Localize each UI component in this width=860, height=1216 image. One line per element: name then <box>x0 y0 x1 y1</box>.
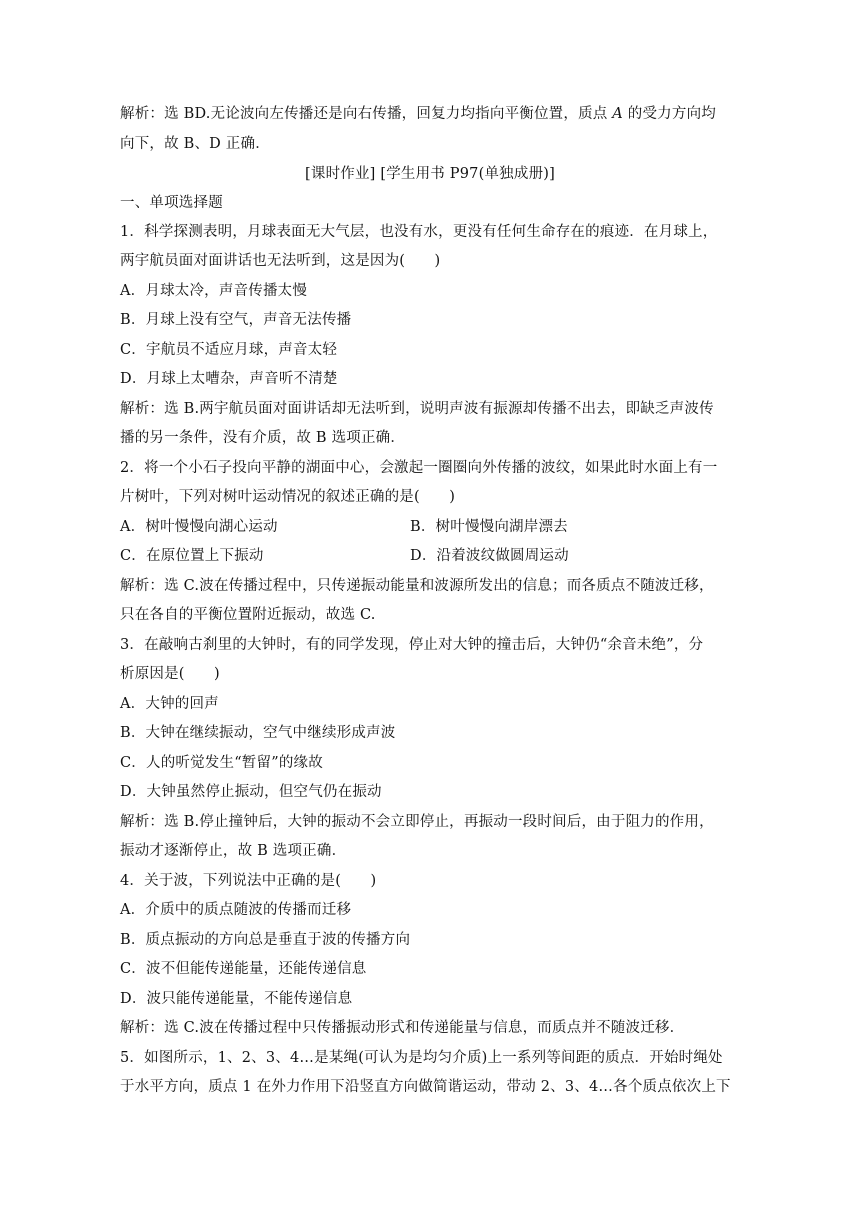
q4-option-c: C．波不但能传递能量，还能传递信息 <box>120 961 367 977</box>
q2-stem-line-2: 片树叶，下列对树叶运动情况的叙述正确的是( ) <box>120 489 456 505</box>
q1-stem-line-1: 1．科学探测表明，月球表面无大气层，也没有水，更没有任何生命存在的痕迹．在月球上， <box>120 224 718 240</box>
q2-answer-line-1: 解析：选 C.波在传播过程中，只传递振动能量和波源所发出的信息；而各质点不随波迁移， <box>120 578 714 594</box>
q3-stem-line-1: 3．在敲响古刹里的大钟时，有的同学发现，停止对大钟的撞击后，大钟仍“余音未绝”，分 <box>120 637 704 653</box>
q5-stem-line-1: 5．如图所示，1、2、3、4…是某绳(可认为是均匀介质)上一系列等间距的质点．开始时绳处 <box>120 1050 723 1066</box>
q3-option-c: C．人的听觉发生“暂留”的缘故 <box>120 755 323 771</box>
intro-variable: A <box>612 106 623 122</box>
q4-option-b: B．质点振动的方向总是垂直于波的传播方向 <box>120 932 411 948</box>
q3-answer-line-2: 振动才逐渐停止，故 B 选项正确． <box>120 843 347 859</box>
q2-stem-line-1: 2．将一个小石子投向平静的湖面中心，会激起一圈圈向外传播的波纹，如果此时水面上有一 <box>120 460 718 476</box>
q3-option-d: D．大钟虽然停止振动，但空气仍在振动 <box>120 784 382 800</box>
q4-option-a: A．介质中的质点随波的传播而迁移 <box>120 902 352 918</box>
q2-option-c: C．在原位置上下振动 <box>120 548 264 564</box>
q3-option-b: B．大钟在继续振动，空气中继续形成声波 <box>120 725 396 741</box>
q2-option-d: D．沿着波纹做圆周运动 <box>410 548 569 564</box>
intro-text-a: 解析：选 BD.无论波向左传播还是向右传播，回复力均指向平衡位置，质点 <box>120 106 613 122</box>
intro-answer-line-1 <box>120 104 716 124</box>
q1-stem-line-2: 两宇航员面对面讲话也无法听到，这是因为( ) <box>120 253 441 269</box>
q1-answer-line-1: 解析：选 B.两宇航员面对面讲话却无法听到，说明声波有振源却传播不出去，即缺乏声波传 <box>120 401 714 417</box>
q1-option-a: A．月球太冷，声音传播太慢 <box>120 283 308 299</box>
q5-stem-line-2: 于水平方向，质点 1 在外力作用下沿竖直方向做简谐运动，带动 2、3、4…各个质点依次上下 <box>120 1079 731 1095</box>
intro-answer-line-2: 向下，故 B、D 正确． <box>120 136 270 152</box>
q1-answer-line-2: 播的另一条件，没有介质，故 B 选项正确． <box>120 430 406 446</box>
q1-option-c: C．宇航员不适应月球，声音太轻 <box>120 342 338 358</box>
q1-option-d: D．月球上太嘈杂，声音听不清楚 <box>120 371 338 387</box>
q2-answer-line-2: 只在各自的平衡位置附近振动，故选 C. <box>120 607 376 623</box>
part-title: 一、单项选择题 <box>120 195 223 211</box>
intro-text-b: 的受力方向均 <box>622 106 716 122</box>
q1-option-b: B．月球上没有空气，声音无法传播 <box>120 312 352 328</box>
q3-option-a: A．大钟的回声 <box>120 696 219 712</box>
q4-stem-line-1: 4．关于波，下列说法中正确的是( ) <box>120 873 377 889</box>
q2-option-b: B．树叶慢慢向湖岸漂去 <box>410 519 568 535</box>
q3-stem-line-2: 析原因是( ) <box>120 666 220 682</box>
q4-answer-line-1: 解析：选 C.波在传播过程中只传播振动形式和传递能量与信息，而质点并不随波迁移． <box>120 1020 685 1036</box>
q3-answer-line-1: 解析：选 B.停止撞钟后，大钟的振动不会立即停止，再振动一段时间后，由于阻力的作用， <box>120 814 714 830</box>
q2-option-a: A．树叶慢慢向湖心运动 <box>120 519 278 535</box>
q4-option-d: D．波只能传递能量，不能传递信息 <box>120 991 353 1007</box>
section-header: [课时作业] [学生用书 P97(单独成册)] <box>305 166 555 182</box>
